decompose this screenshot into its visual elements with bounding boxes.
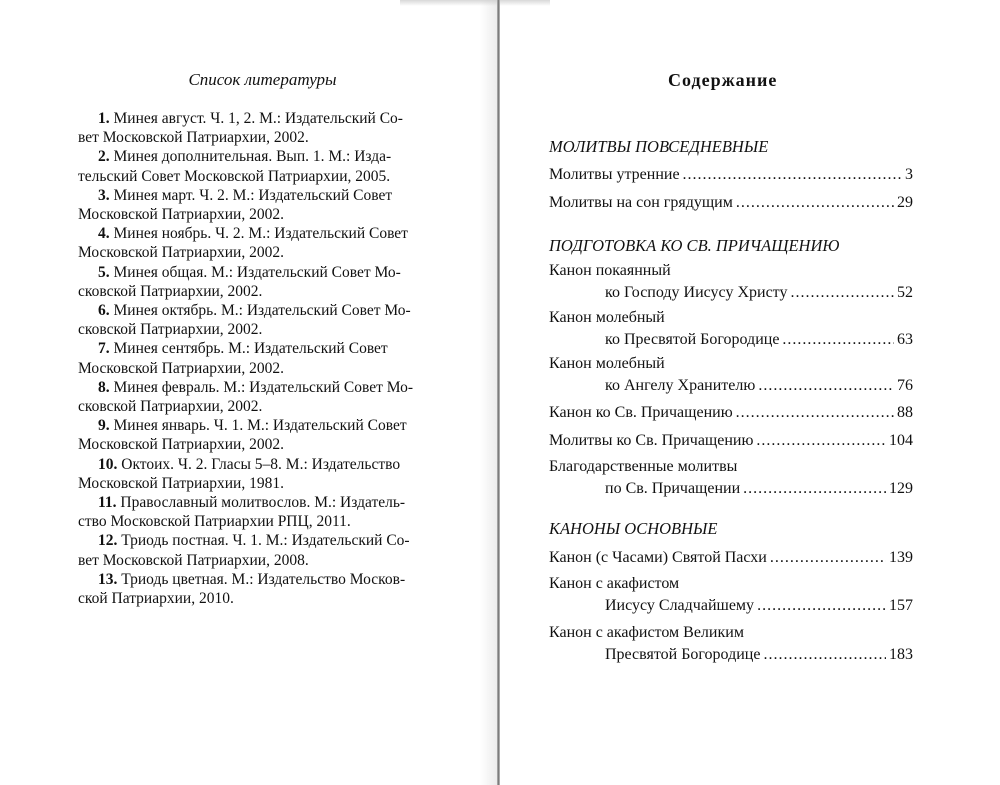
bib-entry: 1. Минея август. Ч. 1, 2. М.: Издательский Со- вет Московской Патриархии, 2002. (78, 110, 403, 147)
bib-entry: 2. Минея дополнительная. Вып. 1. М.: Изда- тельский Совет Московской Патриархии, 2005. (78, 148, 392, 185)
toc-page-number: 76 (897, 377, 913, 394)
bib-entry: 12. Триодь постная. Ч. 1. М.: Издательский Со- вет Московской Патриархии, 2008. (78, 532, 410, 569)
bib-entry: 7. Минея сентябрь. М.: Издательский Совет Московской Патриархии, 2002. (78, 340, 388, 377)
bib-entry: 6. Минея октябрь. М.: Издательский Совет Мо- сковской Патриархии, 2002. (78, 301, 411, 339)
toc-page-number: 3 (905, 166, 913, 183)
toc-item[interactable]: Канон с акафистом Иисусу Сладчайшему ..... 157 (549, 573, 913, 617)
leader-dots (770, 547, 886, 569)
toc-page-number: 139 (889, 549, 913, 566)
toc-page-number: 129 (889, 480, 913, 497)
leader-dots (736, 192, 894, 214)
toc-item[interactable]: Канон молебный ко Пресвятой Богородице ..... 63 (549, 307, 913, 351)
toc-title: Содержание (668, 70, 778, 90)
toc-item[interactable]: Канон молебный ко Ангелу Хранителю ..... 76 (549, 353, 913, 397)
toc-item[interactable]: Канон ко Св. Причащению ..... 88 (549, 402, 913, 424)
toc-item[interactable]: Молитвы утренние ..... 3 (549, 164, 913, 186)
toc-section-heading: КАНОНЫ ОСНОВНЫЕ (549, 519, 718, 538)
toc-page-number: 88 (897, 404, 913, 421)
bib-entry: 3. Минея март. Ч. 2. М.: Издательский Совет Московской Патриархии, 2002. (78, 186, 393, 223)
toc-section-heading: ПОДГОТОВКА КО СВ. ПРИЧАЩЕНИЮ (549, 236, 840, 255)
leader-dots (756, 430, 886, 452)
bib-entry: 8. Минея февраль. М.: Издательский Совет Мо- сковской Патриархии, 2002. (78, 378, 414, 415)
leader-dots (782, 329, 894, 351)
leader-dots (683, 164, 902, 186)
toc-item[interactable]: Благодарственные молитвы по Св. Причащении ..... 129 (549, 456, 913, 500)
leader-dots (757, 595, 886, 617)
leader-dots (763, 644, 886, 666)
toc-page-number: 183 (889, 646, 913, 663)
toc-item[interactable]: Канон покаянный ко Господу Иисусу Христу ..... 52 (549, 260, 913, 304)
toc-page-number: 157 (889, 597, 913, 614)
leader-dots (790, 282, 894, 304)
bib-entry: 13. Триодь цветная. М.: Издательство Москов- ской Патриархии, 2010. (78, 570, 406, 607)
toc-page-number: 29 (897, 194, 913, 211)
right-page (500, 0, 1000, 785)
bib-entry: 4. Минея ноябрь. Ч. 2. М.: Издательский Совет Московской Патриархии, 2002. (78, 225, 408, 262)
bibliography-title: Список литературы (188, 70, 337, 89)
toc-item[interactable]: Канон с акафистом Великим Пресвятой Богородице ..... 183 (549, 622, 913, 666)
toc-page-number: 52 (897, 284, 913, 301)
bib-entry: 5. Минея общая. М.: Издательский Совет Мо- сковской Патриархии, 2002. (78, 263, 401, 300)
leader-dots (743, 478, 886, 500)
bib-entry: 9. Минея январь. Ч. 1. М.: Издательский Совет Московской Патриархии, 2002. (78, 417, 407, 454)
bibliography-list (78, 109, 445, 608)
toc-item[interactable]: Молитвы ко Св. Причащению ..... 104 (549, 430, 913, 452)
bib-entry: 11. Православный молитвослов. М.: Издатель- ство Московской Патриархии РПЦ, 2011. (78, 493, 406, 531)
toc-page-number: 104 (889, 432, 913, 449)
leader-dots (736, 402, 894, 424)
toc-page-number: 63 (897, 331, 913, 348)
toc-item[interactable]: Канон (с Часами) Святой Пасхи ..... 139 (549, 547, 913, 569)
left-page (0, 0, 497, 785)
bib-entry: 10. Октоих. Ч. 2. Гласы 5–8. М.: Издательство Московской Патриархии, 1981. (78, 455, 401, 492)
leader-dots (758, 375, 894, 397)
toc-section-heading: МОЛИТВЫ ПОВСЕДНЕВНЫЕ (549, 137, 769, 156)
toc-item[interactable]: Молитвы на сон грядущим ..... 29 (549, 192, 913, 214)
